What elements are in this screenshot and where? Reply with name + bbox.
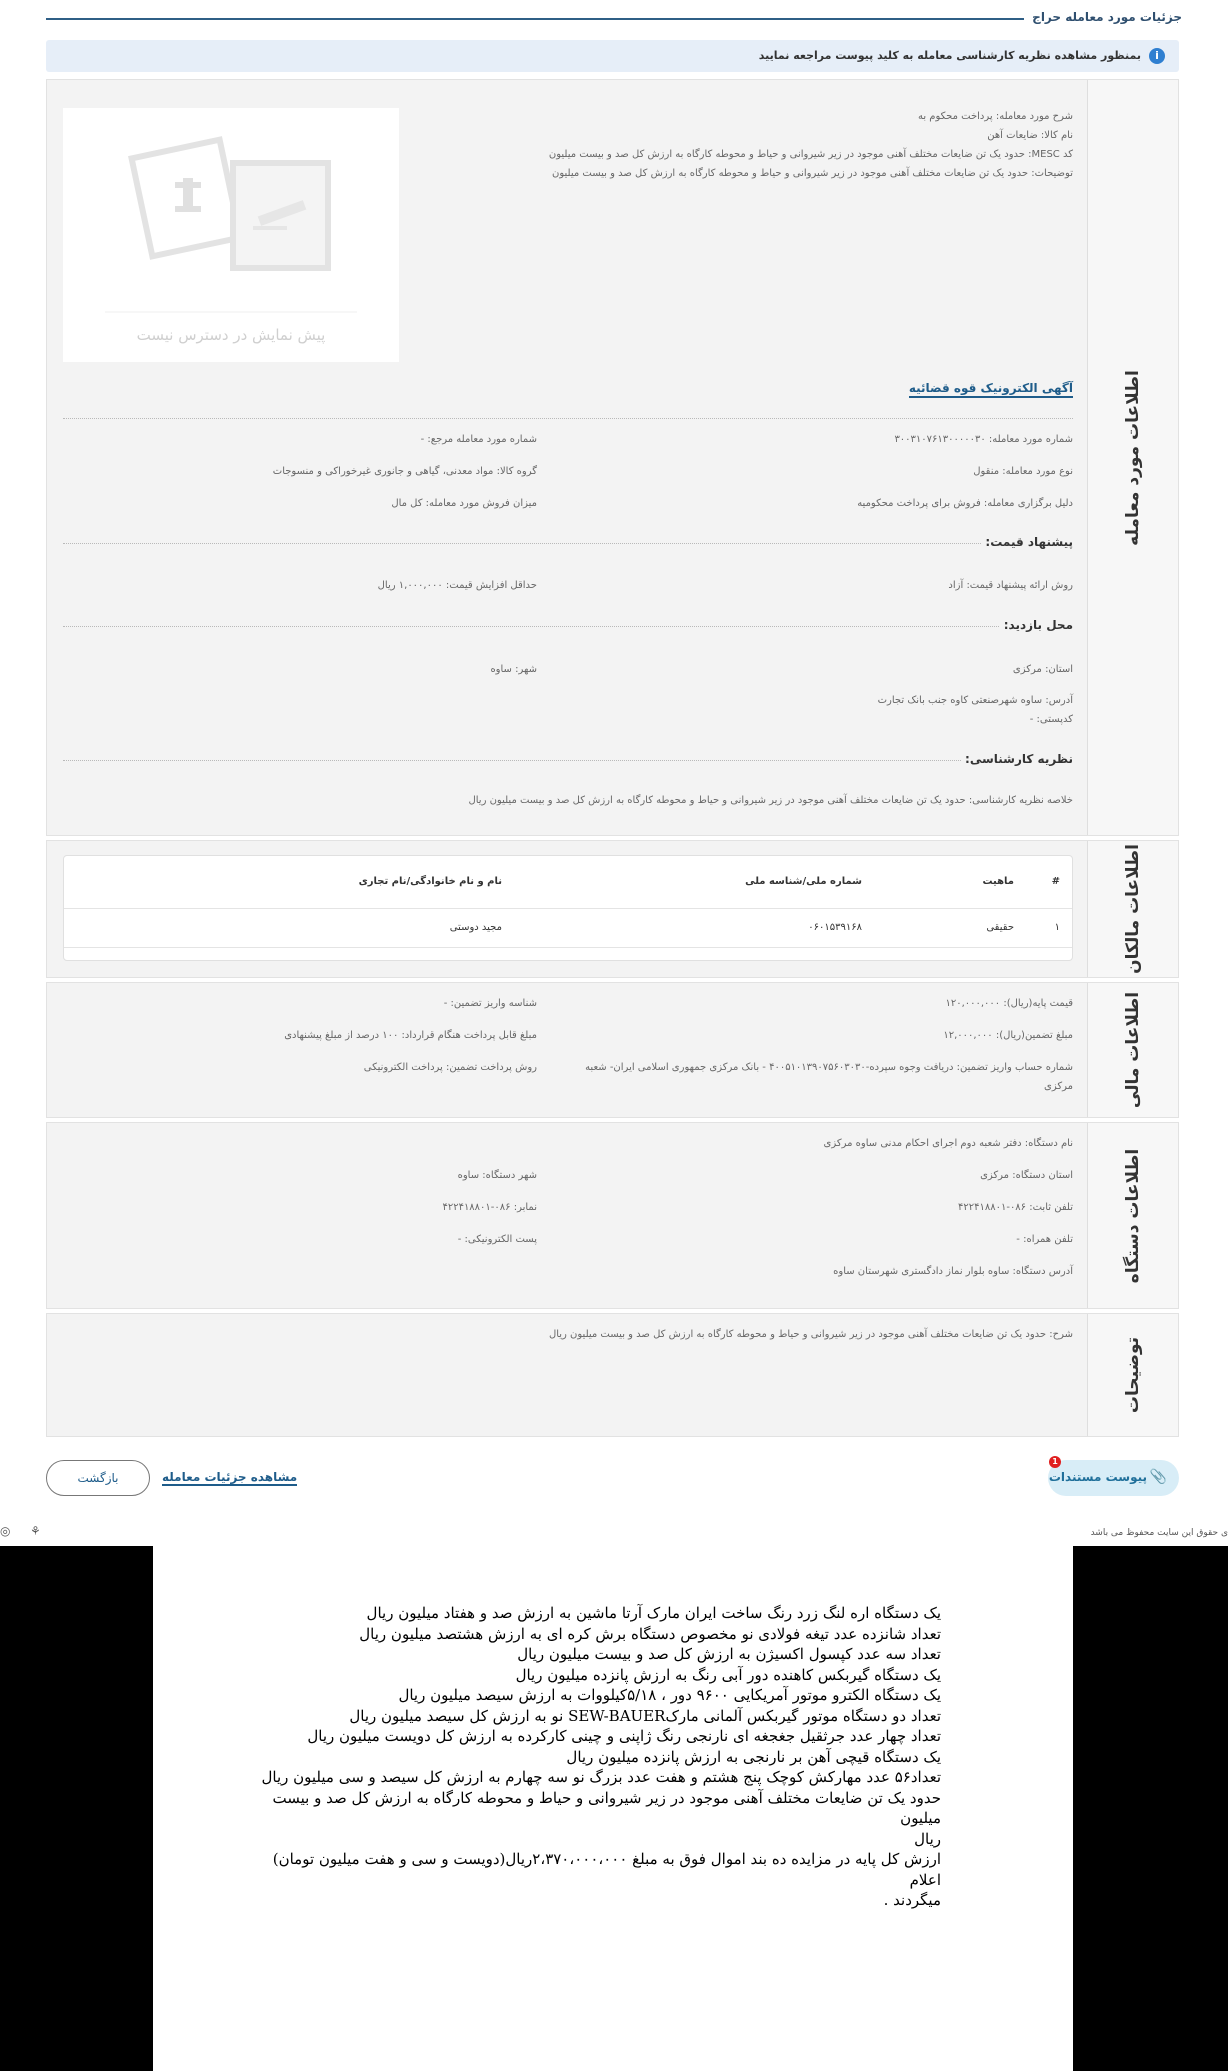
owners-label: اطلاعات مالکان: [1123, 844, 1143, 974]
gavel-placeholder-icon: [63, 108, 399, 362]
divider: [63, 760, 1073, 761]
document-line: ریال: [914, 1829, 941, 1848]
office-content: [47, 1123, 1087, 1308]
document-line: تعداد سه عدد کپسول اکسیژن به ارزش کل صد و بیست میلیون ریال: [517, 1645, 941, 1663]
document-line: میگردند .: [883, 1891, 941, 1909]
info-alert-text: بمنظور مشاهده نظریه کارشناسی معامله به کلید پیوست مراجعه نمایید: [758, 49, 1141, 62]
owners-content: [47, 841, 1087, 977]
heading-rule: [46, 18, 1054, 20]
item-info-label-panel: [1087, 80, 1178, 835]
office-address-field: آدرس دستگاه: ساوه بلوار نماز دادگستری شهرستان ساوه: [833, 1266, 1073, 1277]
item-info-label: اطلاعات مورد معامله: [1123, 369, 1143, 546]
finance-content: [47, 983, 1087, 1117]
office-label: اطلاعات دستگاه: [1123, 1148, 1143, 1283]
goods-group-field: گروه کالا: مواد معدنی، گیاهی و جانوری غیرخوراکی و منسوجات: [272, 466, 537, 477]
info-icon: i: [1149, 48, 1165, 64]
finance-label-panel: [1087, 983, 1178, 1117]
office-city-field: شهر دستگاه: ساوه: [457, 1170, 537, 1181]
payment-method-field: روش پرداخت تضمین: پرداخت الکترونیکی: [363, 1062, 537, 1073]
copyright-text: ی حقوق این سایت محفوظ می باشد: [1090, 1528, 1228, 1538]
expert-heading: نظریه کارشناسی:: [961, 752, 1073, 766]
divider: [63, 418, 1073, 419]
column-header-type: ماهیت: [982, 876, 1014, 887]
document-line: یک دستگاه الکترو موتور آمریکایی ۹۶۰۰ دور ، ۵/۱۸کیلووات به ارزش سیصد میلیون ریال: [398, 1686, 941, 1704]
row-divider: [64, 947, 1072, 948]
sale-amount-field: میزان فروش مورد معامله: کل مال: [391, 498, 537, 509]
notes-label: توضیحات: [1123, 1336, 1143, 1414]
attachments-count-badge: 1: [1049, 1456, 1061, 1468]
item-number-field: شماره مورد معامله: ۳۰۰۳۱۰۷۶۱۳۰۰۰۰۰۳۰: [894, 434, 1073, 445]
finance-label: اطلاعات مالی: [1123, 991, 1143, 1109]
item-title-field: شرح مورد معامله: پرداخت محکوم به: [917, 111, 1073, 122]
document-line: ارزش کل پایه در مزایده ده بند اموال فوق به مبلغ ۲،۳۷۰،۰۰۰،۰۰۰ریال(دویست و سی و هفت میلیون تومان) اعلام: [272, 1850, 941, 1889]
notes-section: [46, 1313, 1179, 1437]
guarantee-amount-field: مبلغ تضمین(ریال): ۱۲,۰۰۰,۰۰۰: [943, 1030, 1073, 1041]
document-line: یک دستگاه اره لنگ زرد رنگ ساخت ایران مارک آرتا ماشین به ارزش صد و هفتاد میلیون ریال: [366, 1604, 941, 1622]
item-info-content: [47, 80, 1087, 835]
document-line: تعداد شانزده عدد تیغه فولادی نو مخصوص دستگاه برش کره ای به ارزش هشتصد میلیون ریال: [359, 1624, 941, 1643]
finance-section: [46, 982, 1179, 1118]
mesc-code-field: کد MESC: حدود یک تن ضایعات مختلف آهنی موجود در زیر شیروانی و حیاط و محوطه کارگاه به ارزش کل صد و بیست میلیون: [548, 149, 1073, 160]
min-increase-field: حداقل افزایش قیمت: ۱,۰۰۰,۰۰۰ ریال: [377, 580, 537, 591]
document-line: تعداد چهار عدد جرثقیل جغجغه ای نارنجی رنگ ژاپنی و چینی کارکرده به ارزش کل دویست میلیون ریال: [307, 1727, 941, 1745]
item-type-field: نوع مورد معامله: منقول: [973, 466, 1073, 477]
office-name-field: نام دستگاه: دفتر شعبه دوم اجرای احکام مدنی ساوه مرکزی: [823, 1138, 1073, 1149]
postal-code-field: کدپستی: -: [1029, 714, 1073, 725]
column-header-name: نام و نام خانوادگی/نام تجاری: [358, 876, 502, 887]
item-info-section: [46, 79, 1179, 836]
office-section: [46, 1122, 1179, 1309]
office-fax-field: نمابر: ۰۸۶-۴۲۲۴۱۸۸۰۱: [442, 1202, 537, 1213]
notes-text: شرح: حدود یک تن ضایعات مختلف آهنی موجود در زیر شیروانی و حیاط و محوطه کارگاه به ارزش کل صد و بیست میلیون ریال: [548, 1329, 1073, 1340]
owners-label-panel: [1087, 841, 1178, 977]
column-header-national-id: شماره ملی/شناسه ملی: [745, 876, 862, 887]
office-mobile-field: تلفن همراه: -: [1016, 1234, 1073, 1245]
owners-table: [63, 855, 1073, 961]
preview-caption: پیش نمایش در دسترس نیست: [136, 326, 326, 344]
base-price-field: قیمت پایه(ریال): ۱۲۰,۰۰۰,۰۰۰: [945, 998, 1073, 1009]
ref-number-field: شماره مورد معامله مرجع: -: [420, 434, 537, 445]
item-description-field: توضیحات: حدود یک تن ضایعات مختلف آهنی موجود در زیر شیروانی و حیاط و محوطه کارگاه به ارزش کل صد و بیست میلیون: [552, 168, 1073, 179]
attachments-button-label: پیوست مستندات: [1048, 1470, 1147, 1484]
partial-logo-icon: ◎: [0, 1524, 11, 1538]
owners-section: [46, 840, 1179, 978]
row-divider: [64, 908, 1072, 909]
notes-content: [47, 1314, 1087, 1436]
document-page: [153, 1546, 1073, 2071]
price-method-field: روش ارائه پیشنهاد قیمت: آزاد: [948, 580, 1073, 591]
cell-index: ۱: [1054, 922, 1060, 933]
divider: [63, 543, 1073, 544]
footer: [0, 1518, 1228, 1546]
office-province-field: استان دستگاه: مرکزی: [980, 1170, 1073, 1181]
goods-name-field: نام کالا: ضایعات آهن: [987, 130, 1073, 141]
document-line: تعداد دو دستگاه موتور گیربکس آلمانی مارکSEW-BAUER نو به ارزش کل سیصد میلیون ریال: [349, 1706, 941, 1725]
office-email-field: پست الکترونیکی: -: [457, 1234, 537, 1245]
visit-address-field: آدرس: ساوه شهرصنعتی کاوه جنب بانک تجارت: [877, 695, 1073, 706]
document-line: تعداد۵۶ عدد مهارکش کوچک پنج هشتم و هفت عدد بزرگ نو سه چهارم به ارزش کل سیصد و سی میلیون ریال: [261, 1768, 941, 1786]
back-button[interactable]: بازگشت: [46, 1460, 150, 1496]
cell-name: مجید دوستی: [449, 922, 502, 933]
price-heading: پیشنهاد قیمت:: [981, 535, 1073, 549]
office-label-panel: [1087, 1123, 1178, 1308]
document-text: [241, 1603, 941, 1911]
reason-field: دلیل برگزاری معامله: فروش برای پرداخت محکومیه: [857, 498, 1073, 509]
cell-type: حقیقی: [986, 922, 1014, 933]
visit-city-field: شهر: ساوه: [490, 664, 537, 675]
visit-heading: محل بازدید:: [1000, 618, 1073, 632]
document-line: یک دستگاه قیچی آهن بر نارنجی به ارزش پانزده میلیون ریال: [566, 1747, 941, 1766]
paperclip-icon: 📎: [1149, 1469, 1167, 1485]
info-alert: [46, 40, 1179, 72]
document-line: حدود یک تن ضایعات مختلف آهنی موجود در زیر شیروانی و حیاط و محوطه کارگاه به ارزش کل صد و بیست میلیون: [272, 1788, 941, 1827]
ad-link[interactable]: آگهی الکترونیک قوه قضائیه: [909, 381, 1073, 398]
divider: [63, 626, 1073, 627]
page-title: جزئیات مورد معامله حراج: [1024, 10, 1182, 24]
attachments-button[interactable]: [1048, 1460, 1179, 1496]
payable-field: مبلغ قابل پرداخت هنگام قرارداد: ۱۰۰ درصد از مبلغ پیشنهادی: [284, 1030, 537, 1041]
preview-image: [63, 108, 399, 362]
visit-province-field: استان: مرکزی: [1012, 664, 1073, 675]
account-field: شماره حساب واریز تضمین: دریافت وجوه سپرده-۴۰۰۵۱۰۱۳۹۰۷۵۶۰۳۰۳۰ - بانک مرکزی جمهوری اسلامی ایران- شعبه: [585, 1062, 1073, 1073]
expert-summary-field: خلاصه نظریه کارشناسی: حدود یک تن ضایعات مختلف آهنی موجود در زیر شیروانی و حیاط و محوطه کارگاه به ارزش کل صد و بیست میلیون ریال: [468, 795, 1073, 806]
column-header-index: #: [1051, 876, 1060, 887]
document-line: یک دستگاه گیربکس کاهنده دور آبی رنگ به ارزش پانزده میلیون ریال: [515, 1665, 941, 1684]
cell-national-id: ۰۶۰۱۵۳۹۱۶۸: [808, 922, 862, 933]
notes-label-panel: [1087, 1314, 1178, 1436]
guarantee-id-field: شناسه واریز تضمین: -: [443, 998, 537, 1009]
deal-details-link[interactable]: مشاهده جزئیات معامله: [162, 1470, 298, 1484]
account-field-continued: مرکزی: [1044, 1081, 1073, 1092]
office-phone-field: تلفن ثابت: ۰۸۶-۴۲۲۴۱۸۸۰۱: [957, 1202, 1073, 1213]
emblem-icon: ⚘: [30, 1524, 41, 1538]
